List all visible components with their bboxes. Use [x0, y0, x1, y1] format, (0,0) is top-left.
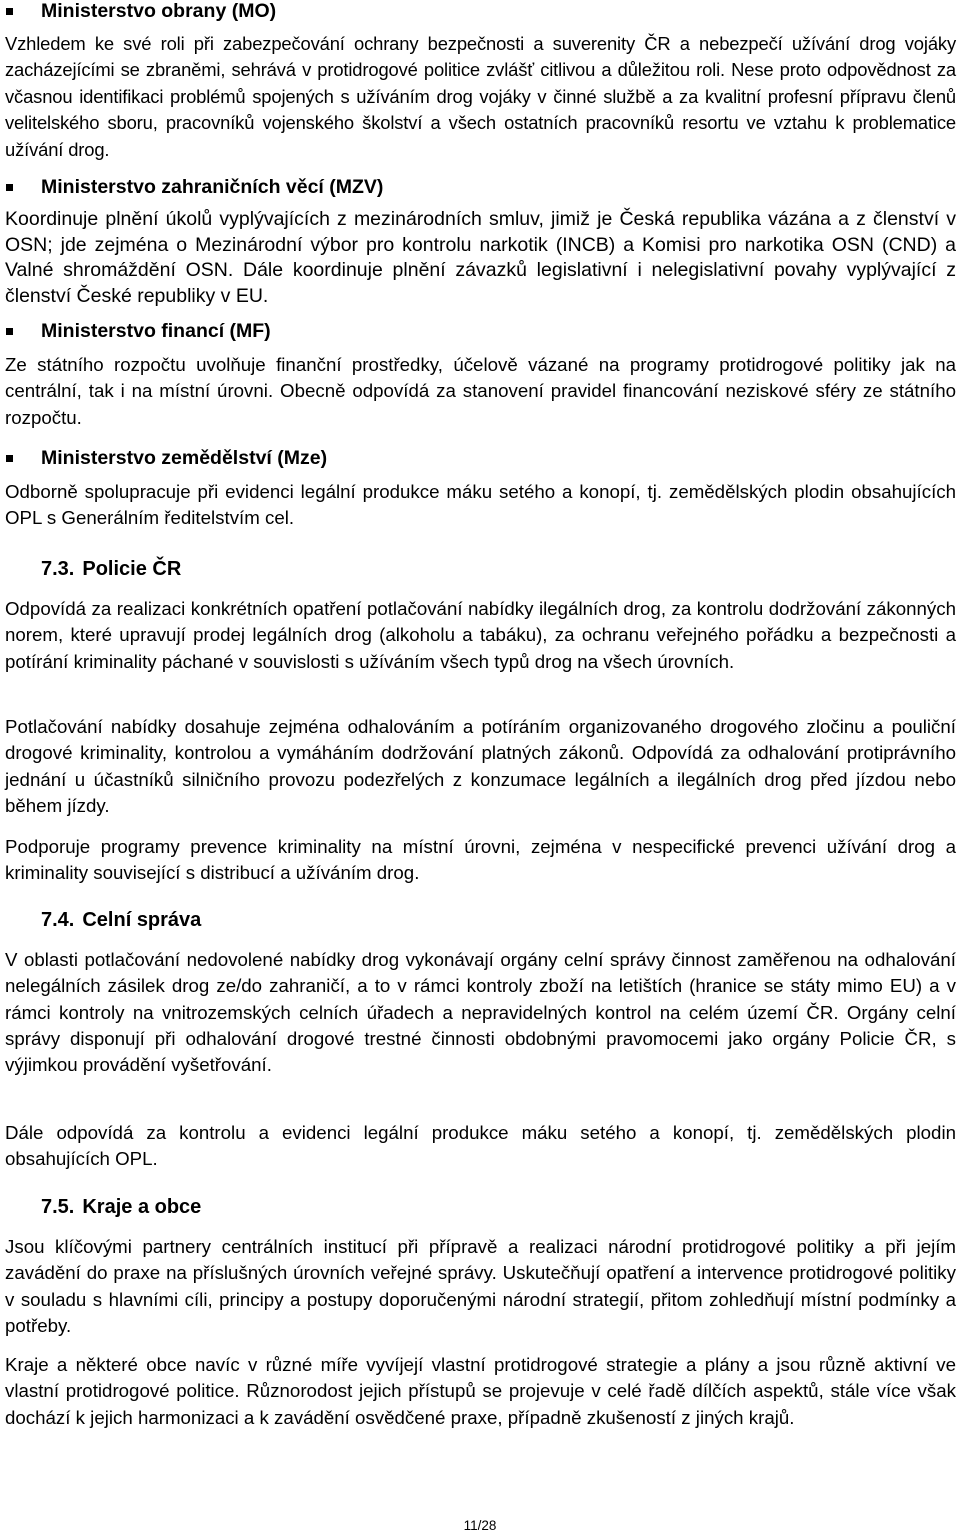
bullet-square-icon — [6, 328, 13, 335]
section-number: 7.4. — [41, 909, 75, 931]
paragraph-kraje-1: Jsou klíčovými partnery centrálních institucí při přípravě a realizaci národní protidrogové politiky a při jejím zavádění do praxe na příslušných úrovních veřejné správy. Uskutečňují opatření a intervence protidrogové politiky v souladu s hlavními cíli, principy a postupy doporučenými národní strategií, přitom zohledňují místní podmínky a potřeby. — [5, 1236, 956, 1336]
paragraph-mzv: Koordinuje plnění úkolů vyplývajících z mezinárodních smluv, jimiž je Česká republika vázána a z členství v OSN; jde zejména o Mezinárodní výbor pro kontrolu narkotik (INCB) a Komisi pro narkotika OSN (CND) a Valné shromáždění OSN. Dále koordinuje plnění závazků legislativní i nelegislativní povahy vyplývající z členství České republiky v EU. — [5, 208, 956, 308]
section-title: Celní správa — [82, 909, 202, 931]
section-title: Policie ČR — [82, 558, 182, 580]
section-heading-mze — [5, 445, 327, 471]
section-heading-mf — [5, 318, 271, 344]
paragraph-policie-3: Podporuje programy prevence kriminality na místní úrovni, zejména v nespecifické prevenci užívání drog a kriminality související s distribucí a užíváním drog. — [5, 836, 956, 884]
paragraph-policie-2: Potlačování nabídky dosahuje zejména odhalováním a potíráním organizovaného drogového zločinu a pouliční drogové kriminality, kontrolou a vymáháním dodržování platných zákonů. Odpovídá za odhalování protiprávního jednání u účastníků silničního provozu podezřelých z konzumace legálních a ilegálních drog před jízdou nebo během jízdy. — [5, 716, 956, 816]
paragraph-mo: Vzhledem ke své roli při zabezpečování ochrany bezpečnosti a suverenity ČR a nebezpečí užívání drog vojáky zacházejícími se zbraněmi, sehrává v protidrogové politice zvlášť citlivou a důležitou roli. Nese proto odpovědnost za včasnou identifikaci problémů spojených s užíváním drog vojáky v činné službě a za kvalitní profesní přípravu členů velitelského sboru, pracovníků vojenského školství a všech ostatních pracovníků resortu ve vztahu k problematice užívání drog. — [5, 33, 956, 160]
paragraph-kraje-2: Kraje a některé obce navíc v různé míře vyvíjejí vlastní protidrogové strategie a plány a jsou různě aktivní ve vlastní protidrogové politice. Různorodost jejich přístupů se projevuje v celé řadě dílčích aspektů, stále více však dochází k jejich harmonizaci a k zavádění osvědčené praxe, případně zkušeností z jiných krajů. — [5, 1354, 956, 1428]
section-heading-celni-sprava — [41, 907, 201, 933]
paragraph-mze: Odborně spolupracuje při evidenci legální produkce máku setého a konopí, tj. zemědělských plodin obsahujících OPL s Generálním ředitelstvím cel. — [5, 481, 956, 529]
paragraph-mf: Ze státního rozpočtu uvolňuje finanční prostředky, účelově vázané na programy protidrogové politiky jak na centrální, tak i na místní úrovni. Obecně odpovídá za stanovení pravidel financování neziskové sféry ze státního rozpočtu. — [5, 354, 956, 428]
bullet-square-icon — [6, 184, 13, 191]
section-title: Kraje a obce — [82, 1196, 202, 1218]
section-heading-kraje — [41, 1194, 201, 1220]
page-number: 11/28 — [463, 1518, 497, 1533]
paragraph-celni-1: V oblasti potlačování nedovolené nabídky drog vykonávají orgány celní správy činnost zaměřenou na odhalování nelegálních zásilek drog ze/do zahraničí, a to v rámci kontroly zboží na letištích (hranice se státy mimo EU) a v rámci kontroly na vnitrozemských celních úřadech a nepravidelných kontrol na celém území ČR. Orgány celní správy disponují při odhalování drogové trestné činnosti obdobnými pravomocemi jako orgány Policie ČR, s výjimkou provádění vyšetřování. — [5, 949, 956, 1076]
section-heading-mo — [5, 0, 276, 24]
paragraph-policie-1: Odpovídá za realizaci konkrétních opatření potlačování nabídky ilegálních drog, za kontrolu dodržování zákonných norem, které upravují prodej legálních drog (alkoholu a tabáku), za ochranu veřejného pořádku a bezpečnosti a potírání kriminality páchané v souvislosti s užíváním všech typů drog na všech úrovních. — [5, 598, 956, 672]
paragraph-celni-2: Dále odpovídá za kontrolu a evidenci legální produkce máku setého a konopí, tj. zemědělských plodin obsahujících OPL. — [5, 1122, 956, 1170]
bullet-square-icon — [6, 8, 13, 15]
heading-text: Ministerstvo obrany (MO) — [41, 0, 277, 22]
section-number: 7.3. — [41, 558, 75, 580]
bullet-square-icon — [6, 455, 13, 462]
heading-text: Ministerstvo zahraničních věcí (MZV) — [41, 176, 384, 198]
heading-text: Ministerstvo financí (MF) — [41, 320, 271, 342]
heading-text: Ministerstvo zemědělství (Mze) — [41, 447, 328, 469]
section-heading-policie — [41, 556, 181, 582]
section-heading-mzv — [5, 174, 383, 200]
section-number: 7.5. — [41, 1196, 75, 1218]
